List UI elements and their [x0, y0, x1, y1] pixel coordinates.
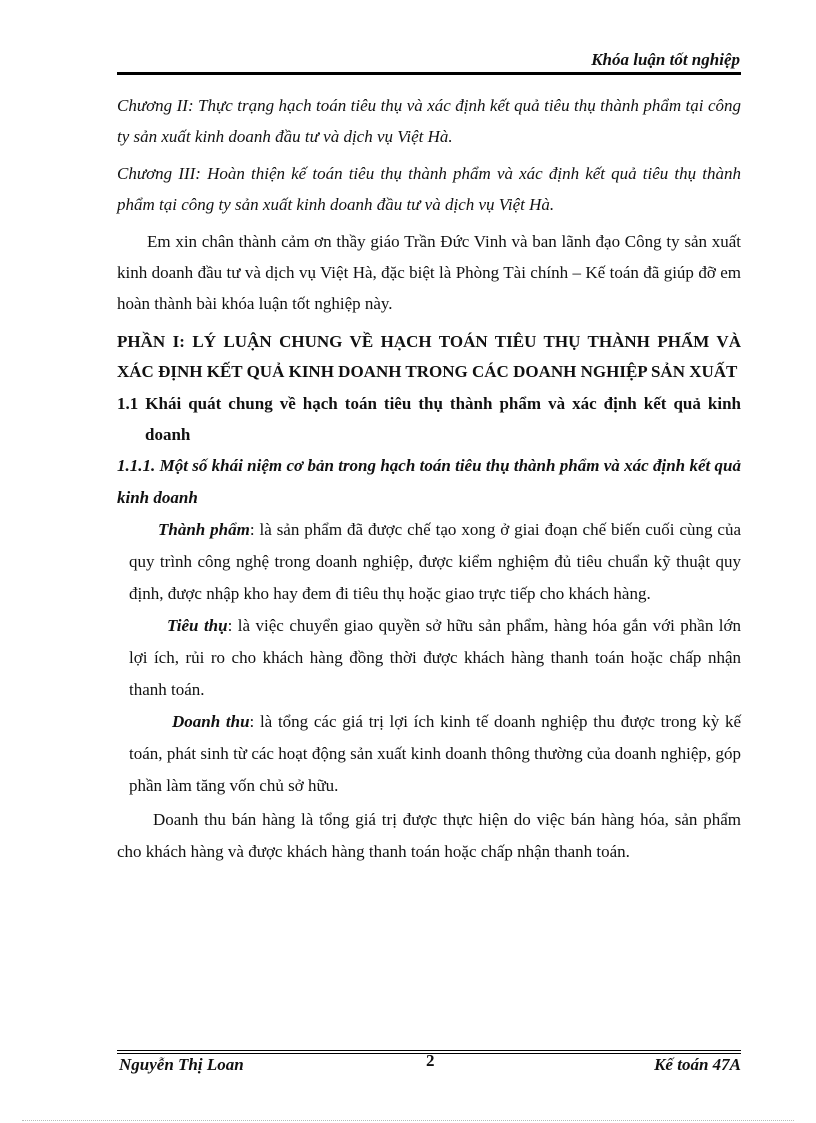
- part-title: PHẦN I: LÝ LUẬN CHUNG VỀ HẠCH TOÁN TIÊU THỤ THÀNH PHẨM VÀ XÁC ĐỊNH KẾT QUẢ KINH DOANH TRONG CÁC DOANH NGHIỆP SẢN XUẤT: [117, 332, 741, 381]
- section-title: 1.1 Khái quát chung về hạch toán tiêu thụ thành phẩm và xác định kết quả kinh doanh: [117, 394, 741, 444]
- definition-term: Thành phẩm: [158, 520, 250, 539]
- page-content: [117, 90, 741, 867]
- definition-text: : là sản phẩm đã được chế tạo xong ở giai đoạn chế biến cuối cùng của quy trình công nghệ trong doanh nghiệp, được kiểm nghiệm đủ tiêu chuẩn kỹ thuật quy định, được nhập kho hay đem đi tiêu thụ hoặc giao trực tiếp cho khách hàng.: [129, 520, 741, 603]
- definition-term: Doanh thu: [172, 712, 250, 731]
- sales-revenue-paragraph: Doanh thu bán hàng là tổng giá trị được thực hiện do việc bán hàng hóa, sản phẩm cho khách hàng và được khách hàng thanh toán hoặc chấp nhận thanh toán.: [117, 810, 741, 861]
- header-rule: [117, 72, 741, 75]
- footer-class: Kế toán 47A: [654, 1055, 741, 1074]
- chapter-2-summary: Chương II: Thực trạng hạch toán tiêu thụ và xác định kết quả tiêu thụ thành phẩm tại công ty sản xuất kinh doanh đầu tư và dịch vụ Việt Hà.: [117, 96, 741, 146]
- subsection-title: 1.1.1. Một số khái niệm cơ bản trong hạch toán tiêu thụ thành phẩm và xác định kết quả kinh doanh: [117, 456, 741, 507]
- definition-revenue: [117, 706, 741, 802]
- footer-author: Nguyễn Thị Loan: [119, 1055, 244, 1074]
- definition-term: Tiêu thụ: [167, 616, 228, 635]
- page-number: 2: [426, 1051, 435, 1070]
- definition-finished-product: [117, 514, 741, 610]
- definition-text: : là việc chuyển giao quyền sở hữu sản phẩm, hàng hóa gắn với phần lớn lợi ích, rủi ro cho khách hàng đồng thời được khách hàng thanh toán hoặc chấp nhận thanh toán.: [129, 616, 742, 699]
- chapter-3-summary: Chương III: Hoàn thiện kế toán tiêu thụ thành phẩm và xác định kết quả tiêu thụ thành phẩm tại công ty sản xuất kinh doanh đầu tư và dịch vụ Việt Hà.: [117, 164, 741, 214]
- page-bottom-edge: [22, 1120, 794, 1121]
- header-title: Khóa luận tốt nghiệp: [591, 50, 740, 69]
- definition-text: : là tổng các giá trị lợi ích kinh tế doanh nghiệp thu được trong kỳ kế toán, phát sinh từ các hoạt động sản xuất kinh doanh thông thường của doanh nghiệp, góp phần làm tăng vốn chủ sở hữu.: [129, 712, 741, 795]
- definition-consumption: [117, 610, 741, 706]
- acknowledgement-paragraph: Em xin chân thành cảm ơn thầy giáo Trần Đức Vinh và ban lãnh đạo Công ty sản xuất kinh doanh đầu tư và dịch vụ Việt Hà, đặc biệt là Phòng Tài chính – Kế toán đã giúp đỡ em hoàn thành bài khóa luận tốt nghiệp này.: [117, 232, 741, 313]
